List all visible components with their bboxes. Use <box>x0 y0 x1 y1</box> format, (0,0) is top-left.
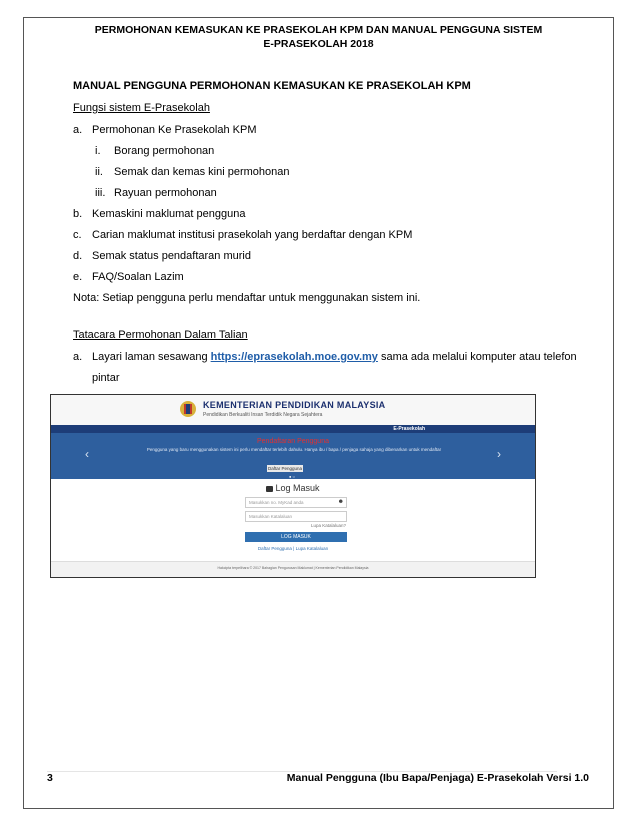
list-marker: a. <box>73 124 83 136</box>
functions-heading: Fungsi sistem E-Prasekolah <box>73 102 210 114</box>
website-screenshot <box>50 394 536 578</box>
list-item: Borang permohonan <box>114 145 215 157</box>
note-text: Nota: Setiap pengguna perlu mendaftar untuk menggunakan sistem ini. <box>73 292 421 304</box>
site-header <box>51 395 535 425</box>
login-title-text: Log Masuk <box>275 483 320 493</box>
banner-text: Pengguna yang baru menggunakan sistem ini perlu mendaftar terlebih dahulu. Hanya ibu / bapa / penjaga sahaja yang dibenarkan untuk mendaftar <box>146 447 442 452</box>
list-marker: i. <box>95 145 101 157</box>
procedure-step-cont: pintar <box>92 372 120 384</box>
list-item: FAQ/Soalan Lazim <box>92 271 184 283</box>
step-text-post: sama ada melalui komputer atau telefon <box>377 351 577 363</box>
user-icon: ☻ <box>337 499 344 505</box>
site-footer-text: Hakcipta terpelihara © 2017 Bahagian Pengurusan Maklumat | Kementerian Pendidikan Malaysia <box>217 566 369 570</box>
password-input[interactable] <box>245 511 347 522</box>
nav-label[interactable]: E-Prasekolah <box>393 426 425 432</box>
list-item: Permohonan Ke Prasekolah KPM <box>92 124 257 136</box>
page-number: 3 <box>47 772 53 784</box>
banner-title: Pendaftaran Pengguna <box>256 438 329 445</box>
password-placeholder: Masukkan Katalaluan <box>249 514 293 519</box>
site-nav <box>51 425 535 433</box>
username-placeholder: Masukkan no. MyKad anda <box>249 500 304 505</box>
footer-text: Manual Pengguna (Ibu Bapa/Penjaga) E-Prasekolah Versi 1.0 <box>286 772 589 784</box>
list-item: Kemaskini maklumat pengguna <box>92 208 246 220</box>
list-marker: ii. <box>95 166 103 178</box>
register-banner-button[interactable]: Daftar Pengguna <box>267 466 303 471</box>
procedure-heading: Tatacara Permohonan Dalam Talian <box>73 329 248 341</box>
procedure-step <box>92 351 577 363</box>
website-link[interactable]: https://eprasekolah.moe.gov.my <box>210 351 378 363</box>
username-input[interactable] <box>245 497 347 508</box>
list-item: Carian maklumat institusi prasekolah yang berdaftar dengan KPM <box>92 229 413 241</box>
header-line-2: E-PRASEKOLAH 2018 <box>263 38 374 50</box>
list-item: Semak status pendaftaran murid <box>92 250 251 262</box>
crest-icon <box>178 399 198 419</box>
login-title <box>51 483 535 493</box>
site-footer <box>51 561 535 578</box>
registration-banner <box>51 433 535 479</box>
list-marker: e. <box>73 271 83 283</box>
register-link[interactable]: Daftar Pengguna <box>257 546 292 551</box>
forgot-password-link[interactable]: Lupa Katalaluan? <box>311 523 347 528</box>
list-marker: d. <box>73 250 83 262</box>
site-subtitle: Pendidikan Berkualiti Insan Terdidik Negara Sejahtera <box>203 412 323 418</box>
login-button[interactable]: LOG MASUK <box>245 532 347 542</box>
forgot-link[interactable]: Lupa Katalaluan <box>295 546 329 551</box>
list-item: Semak dan kemas kini permohonan <box>114 166 290 178</box>
lock-icon <box>266 486 273 492</box>
site-title: KEMENTERIAN PENDIDIKAN MALAYSIA <box>203 400 386 410</box>
login-links: Daftar Pengguna | Lupa Katalaluan <box>257 546 329 551</box>
step-text-pre: Layari laman sesawang <box>92 351 211 363</box>
list-marker: c. <box>73 229 82 241</box>
next-arrow-icon[interactable]: › <box>497 447 501 461</box>
document-header <box>23 23 614 51</box>
header-line-1: PERMOHONAN KEMASUKAN KE PRASEKOLAH KPM DAN MANUAL PENGGUNA SISTEM <box>94 24 543 36</box>
list-item: Rayuan permohonan <box>114 187 217 199</box>
carousel-dots-icon[interactable]: ● ○ <box>289 474 295 479</box>
list-marker: iii. <box>95 187 106 199</box>
list-marker: a. <box>73 351 83 363</box>
list-marker: b. <box>73 208 83 220</box>
prev-arrow-icon[interactable]: ‹ <box>85 447 89 461</box>
section-title: MANUAL PENGGUNA PERMOHONAN KEMASUKAN KE PRASEKOLAH KPM <box>73 80 471 92</box>
